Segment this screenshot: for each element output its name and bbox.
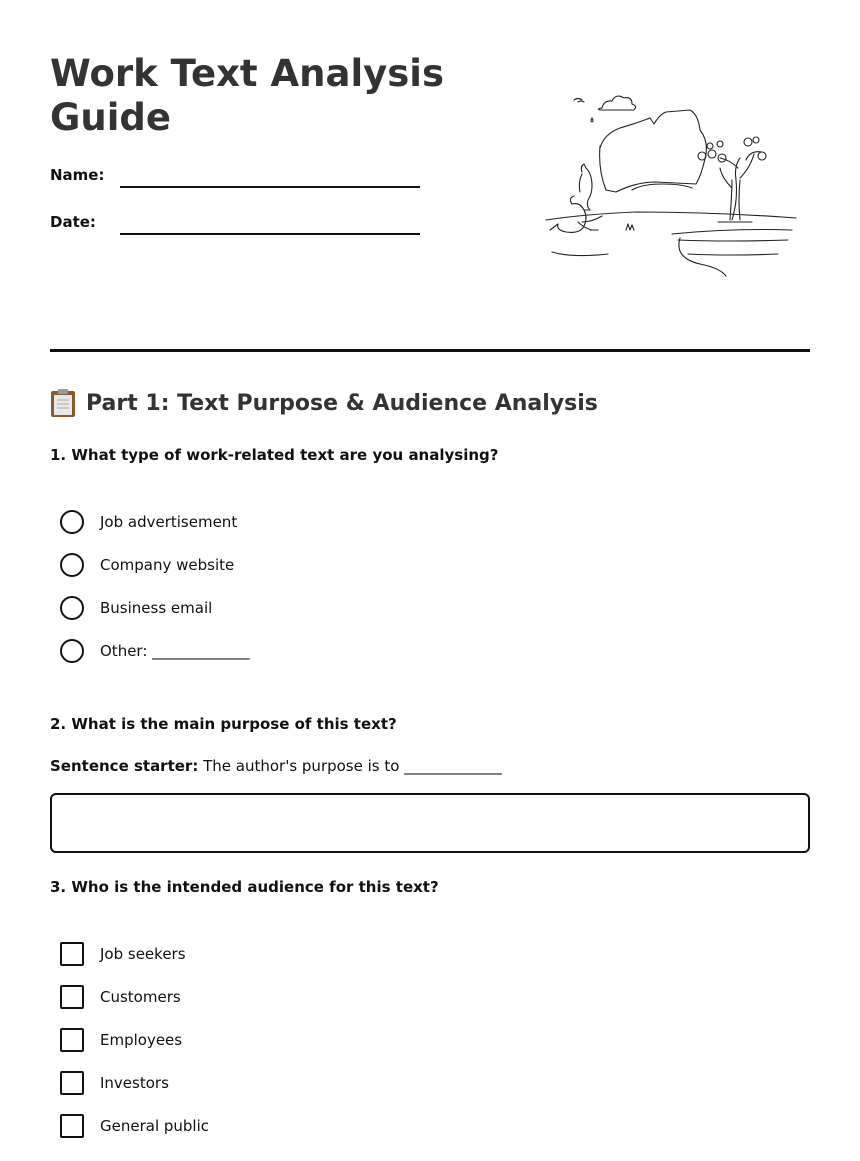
name-label: Name: [50, 166, 105, 184]
part1-title: Part 1: Text Purpose & Audience Analysis [86, 390, 598, 416]
q1-option-job-advertisement[interactable] [60, 509, 237, 535]
option-label: Business email [100, 599, 213, 617]
date-field-row [50, 213, 430, 243]
name-input[interactable] [120, 186, 420, 188]
checkbox[interactable] [60, 1028, 84, 1052]
question-2: 2. What is the main purpose of this text? [50, 715, 397, 733]
radio-button[interactable] [60, 553, 84, 577]
checkbox[interactable] [60, 1071, 84, 1095]
option-label: Employees [100, 1031, 183, 1049]
option-label: Investors [100, 1074, 169, 1092]
checkbox[interactable] [60, 1114, 84, 1138]
q3-option-job-seekers[interactable] [60, 941, 186, 967]
q1-option-business-email[interactable] [60, 595, 212, 621]
q2-answer-box[interactable] [50, 793, 810, 853]
q1-option-other[interactable] [60, 638, 250, 664]
checkbox[interactable] [60, 942, 84, 966]
part1-heading [50, 388, 598, 418]
kangaroo-tree-landscape-illustration [542, 88, 798, 280]
option-label: Customers [100, 988, 181, 1006]
option-label: Company website [100, 556, 235, 574]
sentence-starter-text: The author's purpose is to _____________ [203, 757, 502, 775]
radio-button[interactable] [60, 639, 84, 663]
radio-button[interactable] [60, 510, 84, 534]
option-label: General public [100, 1117, 210, 1135]
q1-option-company-website[interactable] [60, 552, 234, 578]
sentence-starter [50, 757, 502, 775]
question-1: 1. What type of work-related text are you analysing? [50, 446, 499, 464]
date-label: Date: [50, 213, 96, 231]
q3-option-customers[interactable] [60, 984, 181, 1010]
checkbox[interactable] [60, 985, 84, 1009]
question-3: 3. Who is the intended audience for this text? [50, 878, 439, 896]
name-field-row [50, 166, 430, 196]
option-label: Job seekers [100, 945, 186, 963]
radio-button[interactable] [60, 596, 84, 620]
date-input[interactable] [120, 233, 420, 235]
option-label: Other: _____________ [100, 642, 250, 660]
q3-option-investors[interactable] [60, 1070, 169, 1096]
q3-option-general-public[interactable] [60, 1113, 209, 1139]
section-divider [50, 349, 810, 352]
option-label: Job advertisement [100, 513, 238, 531]
clipboard-icon [50, 388, 76, 418]
page-title: Work Text Analysis Guide [50, 52, 444, 139]
sentence-starter-label: Sentence starter: [50, 757, 199, 775]
q3-option-employees[interactable] [60, 1027, 182, 1053]
